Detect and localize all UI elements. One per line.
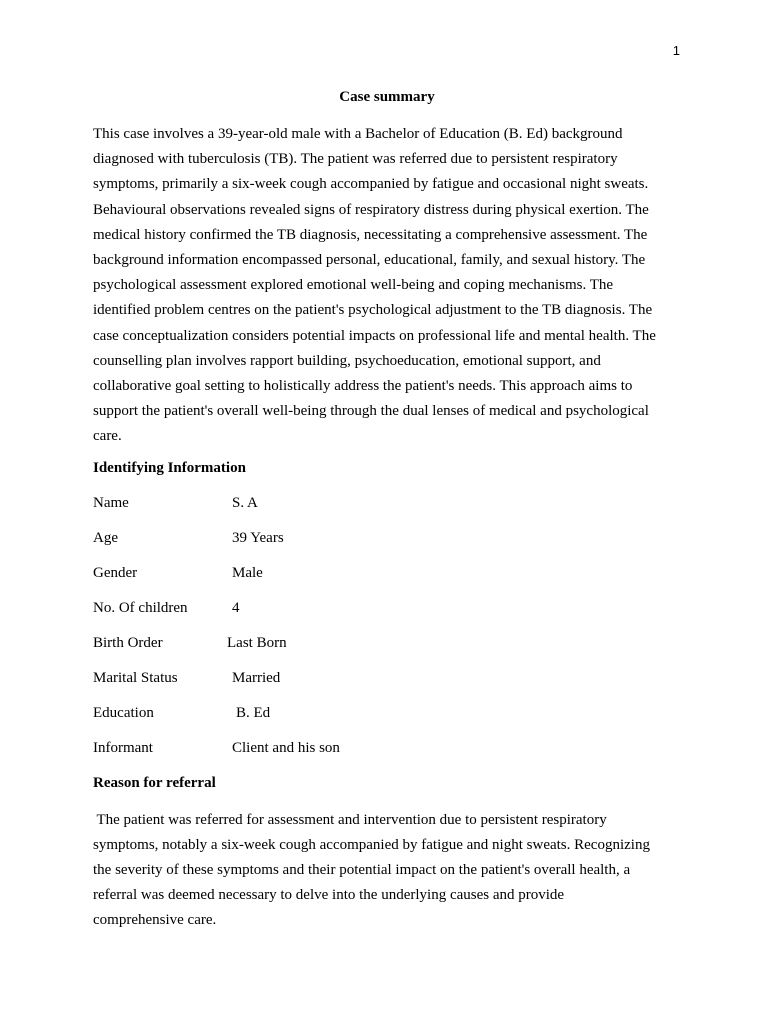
- id-label: No. Of children: [93, 599, 188, 616]
- page-number: 1: [672, 43, 680, 58]
- paragraph-line: collaborative goal setting to holistically address the patient's needs. This approach aims to: [93, 378, 633, 395]
- id-row-marital-status: [93, 668, 681, 703]
- paragraph-line: comprehensive care.: [93, 912, 217, 929]
- id-value: Married: [232, 669, 281, 686]
- paragraph-line: This case involves a 39-year-old male with a Bachelor of Education (B. Ed) background: [93, 126, 623, 142]
- id-label: Gender: [93, 564, 138, 581]
- id-value: 39 Years: [232, 529, 284, 546]
- id-value: 4: [232, 599, 240, 616]
- reason-for-referral-heading: Reason for referral: [93, 774, 216, 791]
- id-label: Birth Order: [93, 634, 163, 651]
- paragraph-line: referral was deemed necessary to delve into the underlying causes and provide: [93, 887, 565, 904]
- id-label: Informant: [93, 739, 153, 756]
- id-label: Name: [93, 494, 129, 511]
- paragraph-line: symptoms, primarily a six-week cough accompanied by fatigue and occasional night sweats.: [93, 176, 649, 193]
- paragraph-line: identified problem centres on the patient's psychological adjustment to the TB diagnosis. The: [93, 302, 653, 319]
- paragraph-line: The patient was referred for assessment and intervention due to persistent respiratory: [93, 811, 607, 828]
- paragraph-line: counselling plan involves rapport building, psychoeducation, emotional support, and: [93, 352, 601, 369]
- id-label: Education: [93, 704, 154, 721]
- id-row-age: [93, 528, 681, 563]
- id-value: Last Born: [227, 634, 287, 651]
- case-summary-heading: Case summary: [339, 89, 435, 105]
- document-body: [93, 87, 681, 934]
- paragraph-line: case conceptualization considers potential impacts on professional life and mental health. The: [93, 327, 656, 344]
- id-row-informant: [93, 738, 681, 773]
- id-label: Marital Status: [93, 669, 178, 686]
- id-value: S. A: [232, 494, 258, 511]
- id-value: B. Ed: [236, 704, 271, 721]
- case-summary-paragraph: [93, 122, 681, 450]
- paragraph-line: background information encompassed personal, educational, family, and sexual history. The: [93, 252, 646, 269]
- id-value: Male: [232, 564, 263, 581]
- paragraph-line: psychological assessment explored emotional well-being and coping mechanisms. The: [93, 277, 614, 294]
- id-row-children: [93, 598, 681, 633]
- paragraph-line: diagnosed with tuberculosis (TB). The patient was referred due to persistent respiratory: [93, 151, 618, 168]
- id-row-gender: [93, 563, 681, 598]
- paragraph-line: the severity of these symptoms and their potential impact on the patient's overall health, a: [93, 862, 631, 879]
- id-row-name: [93, 493, 681, 528]
- id-value: Client and his son: [232, 739, 340, 756]
- paragraph-line: care.: [93, 428, 122, 445]
- identifying-information-heading: Identifying Information: [93, 459, 246, 476]
- identifying-information-table: [93, 493, 681, 773]
- reason-for-referral-paragraph: [93, 808, 681, 934]
- paragraph-line: support the patient's overall well-being through the dual lenses of medical and psychological: [93, 403, 649, 420]
- id-label: Age: [93, 529, 118, 546]
- paragraph-line: symptoms, notably a six-week cough accompanied by fatigue and night sweats. Recognizing: [93, 836, 650, 853]
- id-row-education: [93, 703, 681, 738]
- id-row-birth-order: [93, 633, 681, 668]
- paragraph-line: medical history confirmed the TB diagnosis, necessitating a comprehensive assessment. The: [93, 226, 648, 243]
- paragraph-line: Behavioural observations revealed signs of respiratory distress during physical exertion. The: [93, 201, 649, 218]
